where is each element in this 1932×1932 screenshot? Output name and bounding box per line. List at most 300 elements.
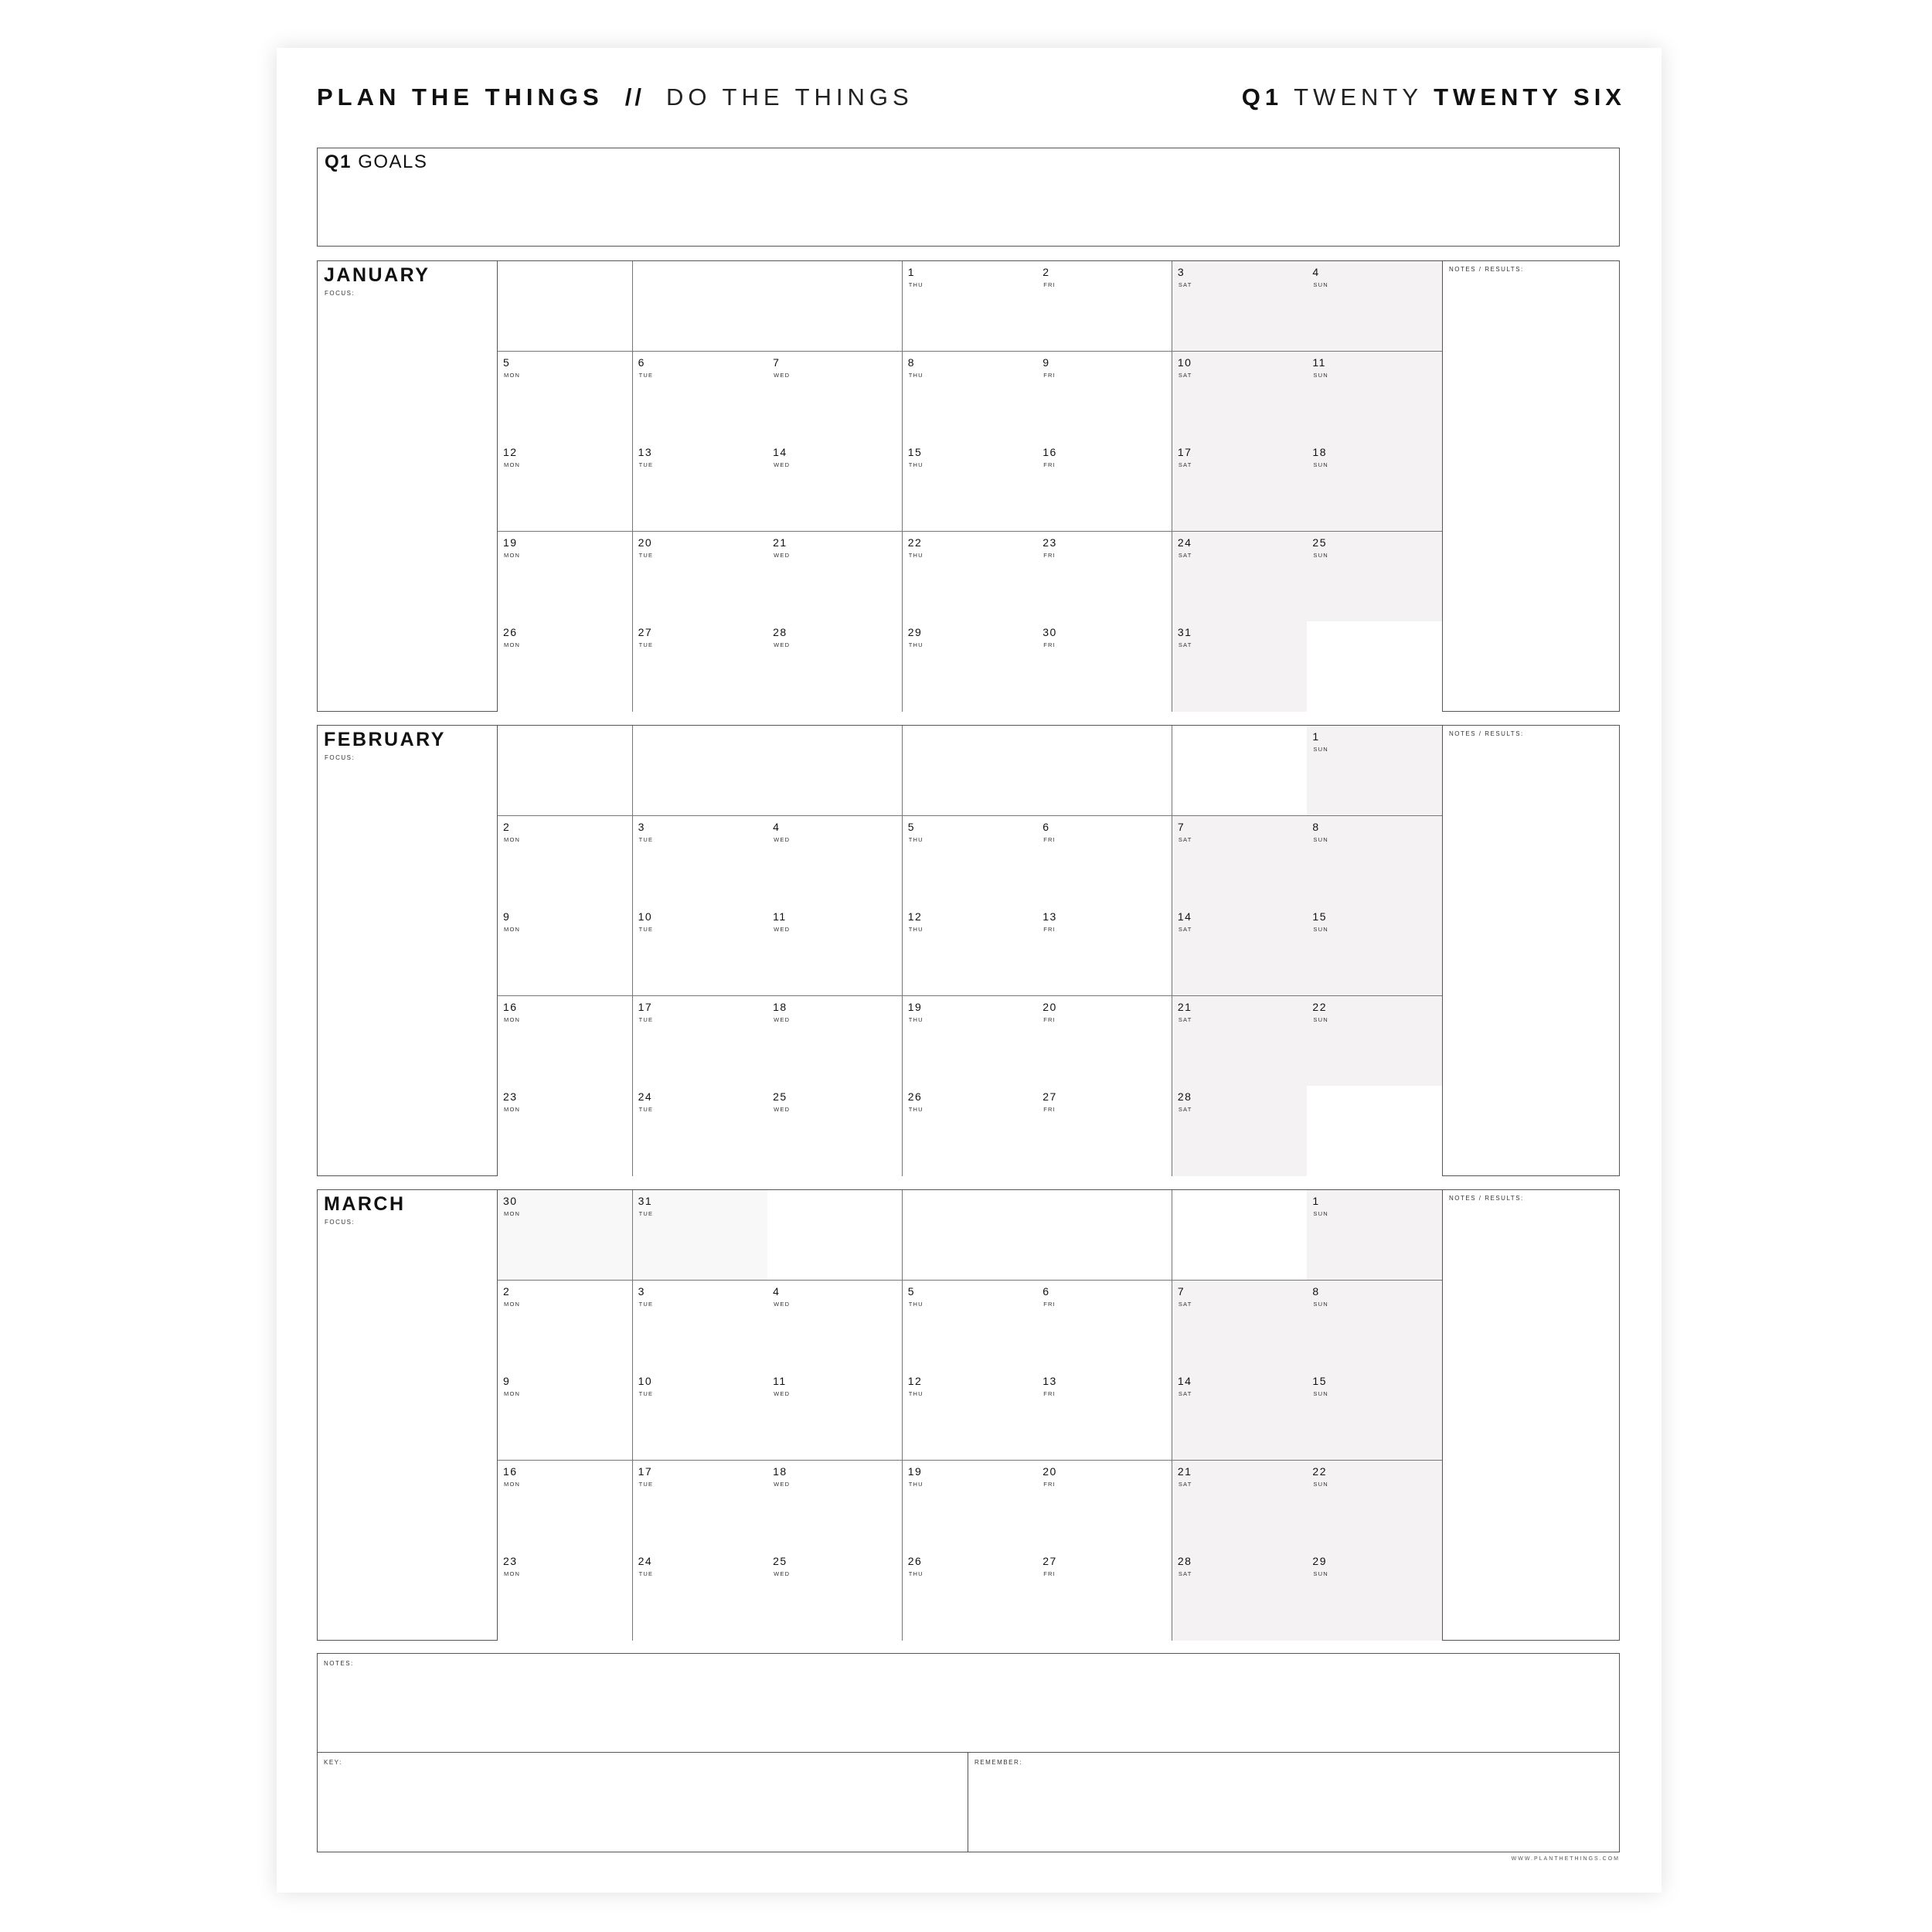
empty-day-cell[interactable] — [1172, 726, 1308, 816]
focus-label: FOCUS: — [325, 290, 355, 297]
day-number: 14 — [1177, 1375, 1192, 1388]
day-of-week: FRI — [1043, 371, 1056, 379]
day-of-week: SUN — [1313, 746, 1328, 753]
day-number: 22 — [1312, 1464, 1327, 1478]
day-of-week: FRI — [1043, 1480, 1056, 1488]
day-cell[interactable] — [1172, 1370, 1308, 1461]
day-cell[interactable] — [1037, 441, 1172, 532]
day-of-week: SAT — [1178, 1390, 1192, 1398]
day-cell[interactable] — [498, 1281, 633, 1371]
empty-day-cell[interactable] — [633, 726, 768, 816]
month-name: JANUARY — [324, 264, 430, 286]
day-number: 24 — [1177, 536, 1192, 549]
day-cell[interactable] — [633, 352, 768, 442]
day-cell[interactable] — [1172, 621, 1308, 712]
empty-day-cell[interactable] — [498, 261, 633, 352]
day-of-week: THU — [908, 551, 923, 559]
day-number: 11 — [773, 910, 787, 923]
day-cell[interactable] — [767, 352, 903, 442]
day-number: 5 — [503, 355, 511, 369]
day-number: 23 — [503, 1090, 518, 1104]
day-of-week: THU — [908, 926, 923, 934]
day-cell[interactable] — [1307, 906, 1442, 996]
day-cell[interactable] — [903, 1550, 1038, 1641]
calendar-grid — [497, 1190, 1443, 1640]
day-of-week: MON — [504, 1480, 521, 1488]
footer-url: WWW.PLANTHETHINGS.COM — [1511, 1856, 1620, 1862]
day-cell[interactable] — [1307, 261, 1442, 352]
day-cell[interactable] — [767, 621, 903, 712]
day-of-week: WED — [774, 835, 791, 843]
day-number: 8 — [1312, 1284, 1320, 1298]
day-of-week: MON — [504, 1300, 521, 1308]
empty-day-cell[interactable] — [903, 1190, 1038, 1281]
day-cell[interactable] — [903, 532, 1038, 622]
day-cell[interactable] — [498, 996, 633, 1087]
tagline-light: DO THE THINGS — [665, 83, 913, 111]
day-number: 24 — [638, 1090, 653, 1104]
day-of-week: SUN — [1313, 926, 1328, 934]
day-cell[interactable] — [1307, 1550, 1442, 1641]
day-cell[interactable] — [767, 1086, 903, 1176]
day-of-week: SAT — [1178, 371, 1192, 379]
day-number: 22 — [1312, 1000, 1327, 1013]
day-number: 7 — [1177, 820, 1185, 833]
key-area[interactable] — [318, 1753, 968, 1852]
day-number: 5 — [907, 1284, 915, 1298]
day-cell[interactable] — [1037, 1086, 1172, 1176]
empty-day-cell[interactable] — [903, 726, 1038, 816]
day-cell[interactable] — [1307, 1370, 1442, 1461]
day-number: 31 — [638, 1195, 653, 1207]
day-cell[interactable] — [903, 1281, 1038, 1371]
day-cell[interactable] — [903, 996, 1038, 1087]
day-cell[interactable] — [903, 1370, 1038, 1461]
day-cell[interactable] — [498, 816, 633, 906]
day-cell[interactable] — [1172, 906, 1308, 996]
day-of-week: SUN — [1313, 461, 1328, 469]
day-number: 23 — [503, 1555, 518, 1568]
day-cell[interactable] — [903, 621, 1038, 712]
day-cell[interactable] — [1307, 996, 1442, 1087]
day-of-week: SAT — [1178, 1480, 1192, 1488]
day-of-week: THU — [908, 1390, 923, 1398]
day-number: 9 — [1043, 355, 1050, 369]
day-cell[interactable] — [1172, 532, 1308, 622]
day-of-week: TUE — [638, 371, 654, 379]
day-cell[interactable] — [498, 352, 633, 442]
day-cell[interactable] — [498, 1461, 633, 1551]
day-cell[interactable] — [767, 996, 903, 1087]
day-number: 7 — [773, 355, 781, 369]
day-of-week: FRI — [1043, 1300, 1056, 1308]
day-number: 15 — [1312, 1375, 1327, 1388]
quarter-label: Q1 — [1241, 83, 1284, 111]
day-number: 16 — [503, 1000, 518, 1013]
day-number: 6 — [638, 355, 645, 369]
day-cell[interactable] — [633, 996, 768, 1087]
day-number: 31 — [1177, 626, 1192, 639]
day-of-week: SAT — [1178, 1300, 1192, 1308]
day-cell[interactable] — [1307, 1190, 1442, 1281]
day-cell[interactable] — [633, 1550, 768, 1641]
day-of-week: MON — [504, 926, 521, 934]
day-number: 23 — [1043, 536, 1057, 549]
day-of-week: WED — [774, 1015, 791, 1023]
day-cell[interactable] — [1307, 532, 1442, 622]
day-of-week: SAT — [1178, 1570, 1192, 1578]
day-cell[interactable] — [903, 352, 1038, 442]
day-cell[interactable] — [498, 1370, 633, 1461]
day-cell[interactable] — [903, 1086, 1038, 1176]
day-cell[interactable] — [767, 1370, 903, 1461]
empty-day-cell[interactable] — [633, 261, 768, 352]
day-number: 21 — [773, 536, 787, 549]
day-cell[interactable] — [1172, 816, 1308, 906]
day-of-week: SAT — [1178, 1015, 1192, 1023]
day-of-week: SAT — [1178, 461, 1192, 469]
day-cell[interactable] — [1307, 726, 1442, 816]
day-cell[interactable] — [1037, 1550, 1172, 1641]
day-of-week: SAT — [1178, 835, 1192, 843]
day-cell[interactable] — [903, 1461, 1038, 1551]
day-number: 4 — [1312, 266, 1320, 278]
day-number: 12 — [907, 910, 923, 923]
day-cell[interactable] — [1172, 441, 1308, 532]
day-number: 4 — [773, 820, 781, 833]
day-of-week: SUN — [1313, 551, 1328, 559]
day-number: 16 — [1043, 446, 1057, 459]
day-of-week: SAT — [1178, 641, 1192, 649]
remember-label: REMEMBER: — [975, 1759, 1022, 1766]
day-number: 17 — [1177, 446, 1192, 459]
day-number: 7 — [1177, 1284, 1185, 1298]
day-of-week: FRI — [1043, 926, 1056, 934]
day-number: 20 — [638, 536, 653, 549]
day-cell[interactable] — [633, 621, 768, 712]
notes-results-label: NOTES / RESULTS: — [1449, 266, 1524, 273]
day-number: 26 — [907, 1090, 923, 1104]
day-of-week: SUN — [1313, 1480, 1328, 1488]
day-number: 12 — [503, 446, 518, 459]
year-bold: TWENTY SIX — [1434, 83, 1626, 111]
day-number: 29 — [1312, 1555, 1327, 1568]
month-name: FEBRUARY — [324, 729, 446, 750]
day-of-week: SUN — [1313, 1015, 1328, 1023]
tagline-separator: // — [624, 83, 645, 111]
day-of-week: TUE — [638, 1015, 654, 1023]
day-number: 15 — [907, 446, 923, 459]
day-of-week: MON — [504, 1570, 521, 1578]
day-of-week: TUE — [638, 1106, 654, 1114]
day-of-week: WED — [774, 1106, 791, 1114]
key-label: KEY: — [324, 1759, 342, 1766]
day-cell[interactable] — [1307, 441, 1442, 532]
day-number: 17 — [638, 1464, 653, 1478]
day-number: 27 — [1043, 1090, 1057, 1104]
empty-day-cell[interactable] — [1172, 1190, 1308, 1281]
day-of-week: WED — [774, 461, 791, 469]
day-cell[interactable] — [633, 1190, 768, 1281]
day-of-week: WED — [774, 926, 791, 934]
day-cell[interactable] — [1037, 1461, 1172, 1551]
day-number: 10 — [1177, 355, 1192, 369]
day-of-week: TUE — [638, 1390, 654, 1398]
empty-day-cell[interactable] — [1307, 1086, 1442, 1176]
day-cell[interactable] — [1172, 1086, 1308, 1176]
day-cell[interactable] — [767, 906, 903, 996]
page-header — [317, 83, 1626, 114]
day-of-week: THU — [908, 1106, 923, 1114]
day-of-week: WED — [774, 371, 791, 379]
day-number: 27 — [638, 626, 653, 639]
day-of-week: MON — [504, 1210, 521, 1217]
day-number: 6 — [1043, 820, 1050, 833]
day-cell[interactable] — [498, 1086, 633, 1176]
day-cell[interactable] — [1307, 1461, 1442, 1551]
day-cell[interactable] — [1172, 261, 1308, 352]
day-number: 30 — [1043, 626, 1057, 639]
empty-day-cell[interactable] — [767, 1190, 903, 1281]
day-number: 20 — [1043, 1464, 1057, 1478]
day-of-week: WED — [774, 551, 791, 559]
day-cell[interactable] — [1307, 1281, 1442, 1371]
day-of-week: TUE — [638, 1300, 654, 1308]
day-number: 2 — [503, 1284, 511, 1298]
empty-day-cell[interactable] — [1037, 726, 1172, 816]
day-number: 21 — [1177, 1000, 1192, 1013]
day-number: 25 — [773, 1555, 787, 1568]
day-number: 15 — [1312, 910, 1327, 923]
day-number: 27 — [1043, 1555, 1057, 1568]
day-cell[interactable] — [1172, 1550, 1308, 1641]
day-of-week: SAT — [1178, 281, 1192, 288]
day-number: 9 — [503, 910, 511, 923]
day-number: 9 — [503, 1375, 511, 1388]
day-number: 17 — [638, 1000, 653, 1013]
day-number: 13 — [1043, 910, 1057, 923]
day-cell[interactable] — [767, 816, 903, 906]
day-of-week: TUE — [638, 551, 654, 559]
month-march — [317, 1189, 1620, 1641]
day-number: 1 — [1312, 1195, 1320, 1207]
day-number: 28 — [1177, 1555, 1192, 1568]
day-cell[interactable] — [633, 906, 768, 996]
focus-label: FOCUS: — [325, 754, 355, 761]
day-of-week: THU — [908, 641, 923, 649]
day-cell[interactable] — [1037, 906, 1172, 996]
day-number: 13 — [638, 446, 653, 459]
day-cell[interactable] — [903, 261, 1038, 352]
day-of-week: THU — [908, 1015, 923, 1023]
remember-area[interactable] — [968, 1753, 1619, 1852]
day-number: 1 — [907, 266, 915, 278]
day-of-week: SUN — [1313, 371, 1328, 379]
year-light: TWENTY — [1294, 83, 1423, 111]
day-number: 5 — [907, 820, 915, 833]
day-of-week: SAT — [1178, 551, 1192, 559]
day-number: 10 — [638, 910, 653, 923]
day-number: 19 — [907, 1464, 923, 1478]
day-of-week: FRI — [1043, 1106, 1056, 1114]
empty-day-cell[interactable] — [767, 261, 903, 352]
day-of-week: THU — [908, 1480, 923, 1488]
goals-box[interactable] — [317, 148, 1620, 247]
day-number: 16 — [503, 1464, 518, 1478]
empty-day-cell[interactable] — [1307, 621, 1442, 712]
quarter-title — [1242, 83, 1626, 111]
day-number: 19 — [907, 1000, 923, 1013]
day-cell[interactable] — [1037, 532, 1172, 622]
day-cell[interactable] — [498, 906, 633, 996]
day-number: 19 — [503, 536, 518, 549]
day-cell[interactable] — [1037, 352, 1172, 442]
day-cell[interactable] — [767, 1281, 903, 1371]
day-cell[interactable] — [633, 1461, 768, 1551]
day-of-week: FRI — [1043, 1015, 1056, 1023]
day-cell[interactable] — [1307, 352, 1442, 442]
day-cell[interactable] — [767, 441, 903, 532]
day-cell[interactable] — [633, 816, 768, 906]
day-number: 26 — [907, 1555, 923, 1568]
empty-day-cell[interactable] — [767, 726, 903, 816]
day-cell[interactable] — [633, 1281, 768, 1371]
day-of-week: MON — [504, 1390, 521, 1398]
day-cell[interactable] — [633, 441, 768, 532]
day-cell[interactable] — [498, 1190, 633, 1281]
day-number: 3 — [638, 1284, 645, 1298]
day-of-week: WED — [774, 641, 791, 649]
day-cell[interactable] — [1172, 996, 1308, 1087]
day-cell[interactable] — [1037, 816, 1172, 906]
day-cell[interactable] — [1037, 261, 1172, 352]
day-number: 18 — [1312, 446, 1327, 459]
day-number: 12 — [907, 1375, 923, 1388]
day-of-week: SUN — [1313, 1390, 1328, 1398]
bottom-section — [317, 1653, 1620, 1852]
day-number: 30 — [503, 1195, 518, 1207]
day-number: 24 — [638, 1555, 653, 1568]
day-cell[interactable] — [498, 621, 633, 712]
day-of-week: MON — [504, 1106, 521, 1114]
day-number: 21 — [1177, 1464, 1192, 1478]
day-number: 11 — [773, 1375, 787, 1388]
empty-day-cell[interactable] — [498, 726, 633, 816]
day-cell[interactable] — [633, 532, 768, 622]
day-of-week: WED — [774, 1300, 791, 1308]
day-cell[interactable] — [1037, 1281, 1172, 1371]
day-of-week: TUE — [638, 1210, 654, 1217]
day-cell[interactable] — [767, 532, 903, 622]
day-of-week: TUE — [638, 641, 654, 649]
day-of-week: FRI — [1043, 281, 1056, 288]
day-number: 14 — [773, 446, 787, 459]
day-number: 28 — [1177, 1090, 1192, 1104]
day-cell[interactable] — [633, 1370, 768, 1461]
day-cell[interactable] — [903, 816, 1038, 906]
focus-label: FOCUS: — [325, 1219, 355, 1226]
day-number: 18 — [773, 1000, 787, 1013]
day-of-week: THU — [908, 281, 923, 288]
day-number: 2 — [503, 820, 511, 833]
day-cell[interactable] — [903, 441, 1038, 532]
day-number: 29 — [907, 626, 923, 639]
day-of-week: TUE — [638, 1480, 654, 1488]
day-of-week: SUN — [1313, 1300, 1328, 1308]
day-of-week: THU — [908, 371, 923, 379]
day-number: 8 — [1312, 820, 1320, 833]
day-of-week: SUN — [1313, 1570, 1328, 1578]
day-number: 22 — [907, 536, 923, 549]
day-of-week: MON — [504, 1015, 521, 1023]
day-number: 4 — [773, 1284, 781, 1298]
day-number: 13 — [1043, 1375, 1057, 1388]
day-number: 14 — [1177, 910, 1192, 923]
tagline — [317, 83, 913, 111]
day-cell[interactable] — [1172, 352, 1308, 442]
day-of-week: THU — [908, 835, 923, 843]
day-number: 25 — [1312, 536, 1327, 549]
notes-area[interactable] — [318, 1654, 1619, 1753]
day-cell[interactable] — [498, 1550, 633, 1641]
day-of-week: WED — [774, 1390, 791, 1398]
month-february — [317, 725, 1620, 1176]
goals-label: GOALS — [358, 151, 428, 172]
day-cell[interactable] — [1172, 1461, 1308, 1551]
day-of-week: SUN — [1313, 835, 1328, 843]
day-number: 3 — [638, 820, 645, 833]
day-of-week: SAT — [1178, 926, 1192, 934]
day-cell[interactable] — [498, 441, 633, 532]
day-cell[interactable] — [767, 1461, 903, 1551]
day-cell[interactable] — [498, 532, 633, 622]
day-of-week: SUN — [1313, 1210, 1328, 1217]
day-cell[interactable] — [633, 1086, 768, 1176]
day-of-week: SAT — [1178, 1106, 1192, 1114]
day-number: 25 — [773, 1090, 787, 1104]
empty-day-cell[interactable] — [1037, 1190, 1172, 1281]
day-of-week: MON — [504, 641, 521, 649]
day-number: 6 — [1043, 1284, 1050, 1298]
day-cell[interactable] — [1307, 816, 1442, 906]
day-cell[interactable] — [767, 1550, 903, 1641]
day-of-week: FRI — [1043, 461, 1056, 469]
day-number: 3 — [1177, 266, 1185, 278]
day-number: 20 — [1043, 1000, 1057, 1013]
day-number: 11 — [1312, 355, 1326, 369]
day-of-week: MON — [504, 371, 521, 379]
day-of-week: MON — [504, 461, 521, 469]
day-number: 1 — [1312, 730, 1320, 743]
day-of-week: FRI — [1043, 1570, 1056, 1578]
day-of-week: WED — [774, 1570, 791, 1578]
day-of-week: TUE — [638, 461, 654, 469]
day-of-week: THU — [908, 1300, 923, 1308]
day-cell[interactable] — [1037, 1370, 1172, 1461]
notes-results-label: NOTES / RESULTS: — [1449, 1195, 1524, 1202]
day-number: 8 — [907, 355, 915, 369]
day-cell[interactable] — [903, 906, 1038, 996]
day-of-week: TUE — [638, 835, 654, 843]
day-cell[interactable] — [1037, 996, 1172, 1087]
day-number: 10 — [638, 1375, 653, 1388]
day-number: 2 — [1043, 266, 1050, 278]
notes-label: NOTES: — [324, 1660, 354, 1667]
goals-quarter: Q1 — [325, 151, 352, 172]
day-of-week: FRI — [1043, 641, 1056, 649]
day-cell[interactable] — [1037, 621, 1172, 712]
day-cell[interactable] — [1172, 1281, 1308, 1371]
